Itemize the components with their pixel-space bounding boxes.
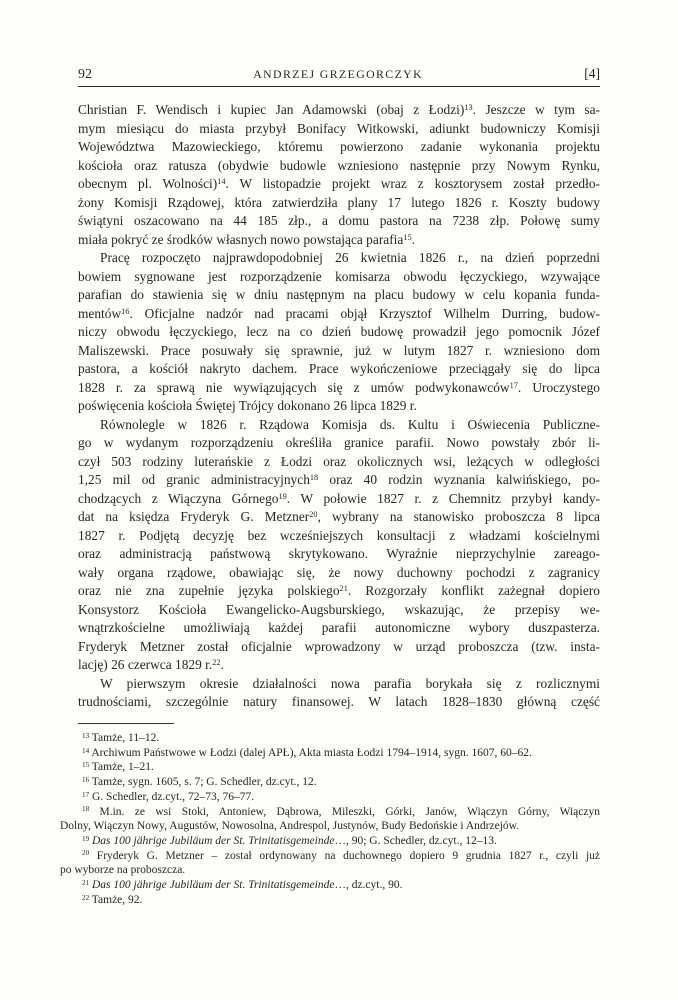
body-line: Województwa Mazowieckiego, któremu powierzono zadanie wykonania projektu — [78, 139, 600, 154]
body-line: miała pokryć ze środków własnych nowo powstająca parafia$^{15}$. — [78, 231, 416, 247]
footnote-ref: 18 — [309, 473, 319, 483]
footnote-line: $^{15}$ Tamże, 1–21. — [82, 761, 154, 774]
footnote-line: $^{21}$ Das 100 jährige Jubiläum der St. Trinitatisgemeinde…, dz.cyt., 90. — [82, 878, 403, 892]
footnote-ref: 20 — [309, 510, 318, 520]
body-line: trudnościami, szczególnie natury finansowej. W latach 1828–1830 główną część — [78, 694, 600, 709]
footnote-number: 20 — [82, 849, 90, 858]
footnote-number: 19 — [82, 834, 90, 843]
footnote-number: 16 — [82, 775, 90, 784]
body-line: Christian F. Wendisch i kupiec Jan Adamowski (obaj z Łodzi)$^{13}$. Jeszcze w tym sa- — [78, 102, 600, 117]
body-line: bowiem sygnowane jest rozporządzenie komisarza obwodu łęczyckiego, wzywające — [78, 268, 600, 284]
footnote-ref: 16 — [121, 306, 130, 316]
footnote-ref: 21 — [339, 584, 348, 594]
body-line: lację) 26 czerwca 1829 r.$^{22}$. — [78, 657, 224, 672]
body-line: mentów$^{16}$. Oficjalne nadzór nad pracami objął Krzysztof Wilhelm Durring, budow- — [78, 305, 600, 321]
body-line: W pierwszym okresie działalności nowa parafia borykała się z rozlicznymi — [100, 675, 600, 691]
footnote-number: 17 — [82, 790, 90, 799]
footnote-line: $^{19}$ Das 100 jährige Jubiläum der St. Trinitatisgemeinde…, 90; G. Schedler, dz.cyt., 12–13. — [82, 834, 497, 847]
footnote-number: 14 — [82, 746, 90, 755]
body-text — [78, 101, 600, 712]
footnote-ref: 14 — [217, 177, 226, 187]
footnote-line: po wyborze na proboszcza. — [60, 864, 186, 877]
footnote-number: 22 — [82, 893, 90, 902]
body-line: Konsystorz Kościoła Ewangelicko-Augsburskiego, wskazując, że przepisy we- — [78, 601, 600, 617]
body-line: Maliszewski. Prace posuwały się sprawnie, już w lutym 1827 r. wzniesiono dom — [78, 342, 600, 358]
body-line: niczy obwodu łęczyckiego, lecz na co dzień budowę prowadził jego pomocnik Józef — [78, 324, 600, 339]
body-line: go w wydanym rozporządzeniu określiła granice parafii. Nowo powstały zbór li- — [78, 435, 600, 450]
footnote-ref: 13 — [464, 103, 473, 113]
footnote-line: $^{17}$ G. Schedler, dz.cyt., 72–73, 76–77. — [82, 790, 255, 803]
body-line: pastora, a kościół nakryto dachem. Prace wykończeniowe przeciągały się do lipca — [78, 361, 600, 376]
body-line: Pracę rozpoczęto najprawdopodobniej 26 kwietnia 1826 r., na dzień poprzedni — [100, 250, 600, 265]
body-line: żony Komisji Rządowej, która zatwierdziła plany 17 lutego 1826 r. Koszty budowy — [78, 194, 600, 210]
body-line: parafian do stawienia się w dniu następnym na placu budowy w celu kopania funda- — [78, 287, 600, 302]
footnote-line: $^{13}$ Tamże, 11–12. — [82, 731, 160, 744]
footnote-ref: 15 — [403, 232, 412, 242]
footnote-line: $^{20}$ Fryderyk G. Metzner – został ordynowany na duchownego dopiero 9 grudnia 1827 r., czyli już — [82, 849, 600, 862]
body-line: oraz administracją państwową skrytykowano. Wyraźnie nieprzychylnie zareago- — [78, 546, 600, 561]
body-line: Równolegle w 1826 r. Rządowa Komisja ds. Kultu i Oświecenia Publiczne- — [100, 416, 600, 432]
body-line: dat na księdza Fryderyk G. Metzner$^{20}$, wybrany na stanowisko proboszcza 8 lipca — [78, 509, 600, 524]
running-title: ANDRZEJ GRZEGORCZYK — [253, 67, 424, 81]
footnote-number: 15 — [82, 761, 90, 770]
footnote-number: 21 — [82, 878, 90, 887]
footnote-separator — [78, 723, 174, 724]
body-line: kościoła oraz ratusza (obydwie budowle wzniesiono następnie przy Nowym Rynku, — [78, 157, 600, 173]
body-line: 1,25 mil od granic administracyjnych$^{18}$ oraz 40 rodzin wyznania kalwińskiego, po- — [78, 472, 600, 487]
body-line: mym miesiącu do miasta przybył Bonifacy Witkowski, adiunkt budowniczy Komisji — [78, 120, 600, 136]
body-line: oraz nie zna zupełnie języka polskiego$^{21}$. Rozgorzały konflikt zażegnał dopiero — [78, 583, 600, 598]
body-line: wnątrzkościelne umożliwiają każdej parafii autonomiczne wybory duszpasterza. — [78, 620, 600, 635]
footnotes — [60, 731, 600, 907]
footnote-ref: 19 — [278, 491, 287, 501]
body-line: czył 503 rodziny luterańskie z Łodzi oraz okolicznych wsi, leżących w odległości — [78, 453, 600, 469]
footnote-line: Dolny, Wiączyn Nowy, Augustów, Nowosolna, Andrespol, Justynów, Budy Bedońskie i Andrzejów. — [60, 820, 520, 833]
column-marker: [4] — [584, 66, 600, 81]
body-line: poświęcenia kościoła Świętej Trójcy dokonano 26 lipca 1829 r. — [78, 398, 417, 413]
footnote-line: $^{16}$ Tamże, sygn. 1605, s. 7; G. Schedler, dz.cyt., 12. — [82, 775, 317, 789]
footnote-ref: 22 — [212, 658, 221, 668]
body-line: Fryderyk Metzner został oficjalnie wprowadzony w urząd proboszcza (tzw. insta- — [78, 638, 600, 654]
body-line: świątyni oszacowano na 44 185 złp., a domu pastora na 7238 złp. Połowę sumy — [78, 213, 600, 228]
footnote-line: $^{14}$ Archiwum Państwowe w Łodzi (dalej APŁ), Akta miasta Łodzi 1794–1914, sygn. 1607, 60–62. — [82, 746, 532, 759]
body-line: chodzących z Wiączyna Górnego$^{19}$. W połowie 1827 r. z Chemnitz przybył kandy- — [78, 490, 601, 506]
body-line: 1828 r. za sprawą nie wywiązujących się z umów podwykonawców$^{17}$. Uroczystego — [78, 379, 600, 395]
body-line: obecnym pl. Wolności)$^{14}$. W listopadzie projekt wraz z kosztorysem został przedło- — [78, 176, 600, 191]
footnote-ref: 17 — [509, 380, 518, 390]
footnote-number: 18 — [82, 805, 90, 814]
footnote-line: $^{22}$ Tamże, 92. — [82, 893, 143, 906]
footnote-number: 13 — [82, 731, 90, 740]
body-line: 1827 r. Podjętą decyzję bez wcześniejszych konsultacji z władzami kościelnymi — [78, 527, 600, 543]
page-header — [78, 66, 600, 87]
page-number: 92 — [78, 67, 92, 82]
body-line: wały organa rządowe, obawiając się, że nowy duchowny pochodzi z zagranicy — [78, 564, 600, 580]
footnote-line: $^{18}$ M.in. ze wsi Stoki, Antoniew, Dąbrowa, Mileszki, Górki, Janów, Wiączyn Górny, Wiączyn — [82, 805, 600, 818]
